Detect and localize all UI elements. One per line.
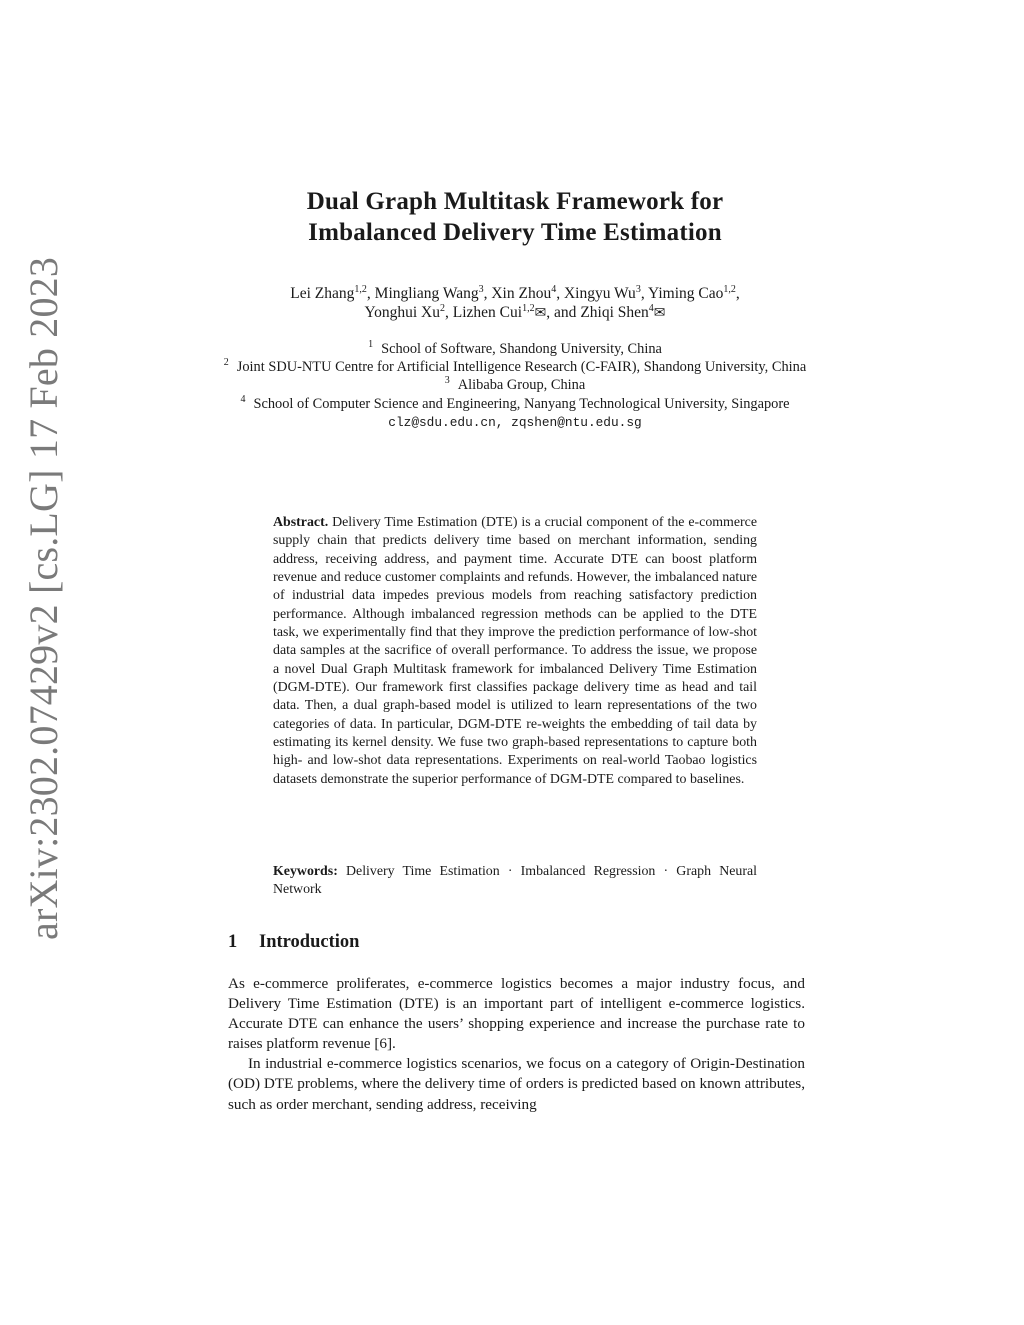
envelope-icon: ✉ [534, 305, 547, 321]
paragraph: In industrial e-commerce logistics scenarios, we focus on a category of Origin-Destination (OD) DTE problems, where the delivery time of orders is predicted based on known attributes, such as order merchant, sending address, receiving [228, 1055, 805, 1113]
author-affiliation-mark: 1,2 [354, 284, 367, 295]
author [564, 285, 648, 302]
envelope-icon: ✉ [653, 305, 666, 321]
author-name: Lizhen Cui [452, 304, 523, 321]
author-affiliation-mark: 1,2 [723, 284, 736, 295]
section-title: Introduction [259, 932, 360, 952]
keywords-label: Keywords: [273, 864, 338, 879]
abstract-label: Abstract. [273, 515, 329, 530]
author-separator: , and [546, 304, 581, 321]
affiliation-text: School of Software, Shandong University, China [381, 341, 662, 357]
affiliation-number: 2 [223, 357, 229, 369]
title-line-1: Dual Graph Multitask Framework for [306, 188, 724, 215]
author [580, 304, 665, 321]
paragraph: As e-commerce proliferates, e-commerce logistics becomes a major industry focus, and Delivery Time Estimation (DTE) is an important part of intelligent e-commerce logistics. Accurate DTE can enhance the users’ shopping experience and increase the purchase rate to raises platform revenue [6]. [228, 975, 805, 1053]
arxiv-identifier-stamp: arXiv:2302.07429v2 [cs.LG] 17 Feb 2023 [21, 256, 66, 940]
author-name: Zhiqi Shen [580, 304, 649, 321]
author-affiliation-mark: 4 [648, 303, 654, 314]
author-separator: , [366, 285, 375, 302]
author-separator: , [556, 285, 564, 302]
section-number: 1 [228, 932, 238, 952]
keywords [273, 863, 757, 900]
affiliation-list [200, 340, 830, 432]
introduction-body [228, 974, 805, 1115]
author-affiliation-mark: 1,2 [522, 303, 535, 314]
author-affiliation-mark: 2 [440, 303, 445, 314]
author-list [200, 284, 830, 323]
affiliation [200, 395, 830, 413]
paper-title [200, 186, 830, 248]
affiliation-text: School of Computer Science and Engineering, Nanyang Technological University, Singapore [253, 395, 790, 412]
author-name: Yiming Cao [648, 285, 724, 302]
author-name: Mingliang Wang [374, 285, 479, 302]
section-heading-introduction [228, 930, 808, 954]
abstract-text: Delivery Time Estimation (DTE) is a crucial component of the e-commerce supply chain that predicts delivery time based on merchant information, sending address, receiving address, and payment time. Accurate DTE can boost platform revenue and reduce customer complaints and refunds. However, the imbalanced nature of industrial data impedes previous models from reaching satisfactory prediction performance. Although imbalanced regression methods can be applied to the DTE task, we experimentally find that they improve the prediction performance of low-shot data samples at the sacrifice of overall performance. To address the issue, we propose a novel Dual Graph Multitask framework for imbalanced Delivery Time Estimation (DGM-DTE). Our framework first classifies package delivery time as head and tail data. Then, a dual graph-based model is utilized to learn representations of the two categories of data. In particular, DGM-DTE re-weights the embedding of tail data by estimating its kernel density. We fuse two graph-based representations to capture both high- and low-shot data representations. Experiments on real-world Taobao logistics datasets demonstrate the superior performance of DGM-DTE compared to baselines. [273, 515, 757, 787]
author-name: Yonghui Xu [364, 304, 440, 321]
affiliation-number: 3 [444, 375, 450, 387]
affiliation-number: 4 [240, 393, 246, 405]
author-affiliation-mark: 4 [551, 284, 557, 295]
affiliation-text: Joint SDU-NTU Centre for Artificial Intelligence Research (C-FAIR), Shandong University, China [236, 359, 807, 376]
author-name: Xingyu Wu [563, 285, 636, 302]
author-separator: , [445, 304, 453, 321]
affiliation-text: Alibaba Group, China [457, 377, 586, 394]
contact-emails: clz@sdu.edu.cn, zqshen@ntu.edu.sg [388, 414, 642, 430]
affiliation [200, 358, 830, 376]
keywords-text: Delivery Time Estimation · Imbalanced Regression · Graph Neural Network [273, 864, 757, 898]
author [491, 285, 564, 302]
author-name: Xin Zhou [491, 285, 552, 302]
abstract [273, 514, 757, 789]
affiliation [200, 340, 830, 358]
author [290, 285, 374, 302]
author [648, 285, 740, 302]
author-separator: , [735, 285, 740, 302]
author-affiliation-mark: 3 [478, 284, 484, 295]
title-line-2: Imbalanced Delivery Time Estimation [308, 219, 722, 246]
author-name: Lei Zhang [290, 285, 355, 302]
author [453, 304, 581, 321]
author-separator: , [640, 285, 648, 302]
author [375, 285, 492, 302]
author-separator: , [483, 285, 492, 302]
author [364, 304, 452, 321]
affiliation [200, 376, 830, 394]
author-affiliation-mark: 3 [635, 284, 641, 295]
affiliation-number: 1 [368, 339, 374, 350]
